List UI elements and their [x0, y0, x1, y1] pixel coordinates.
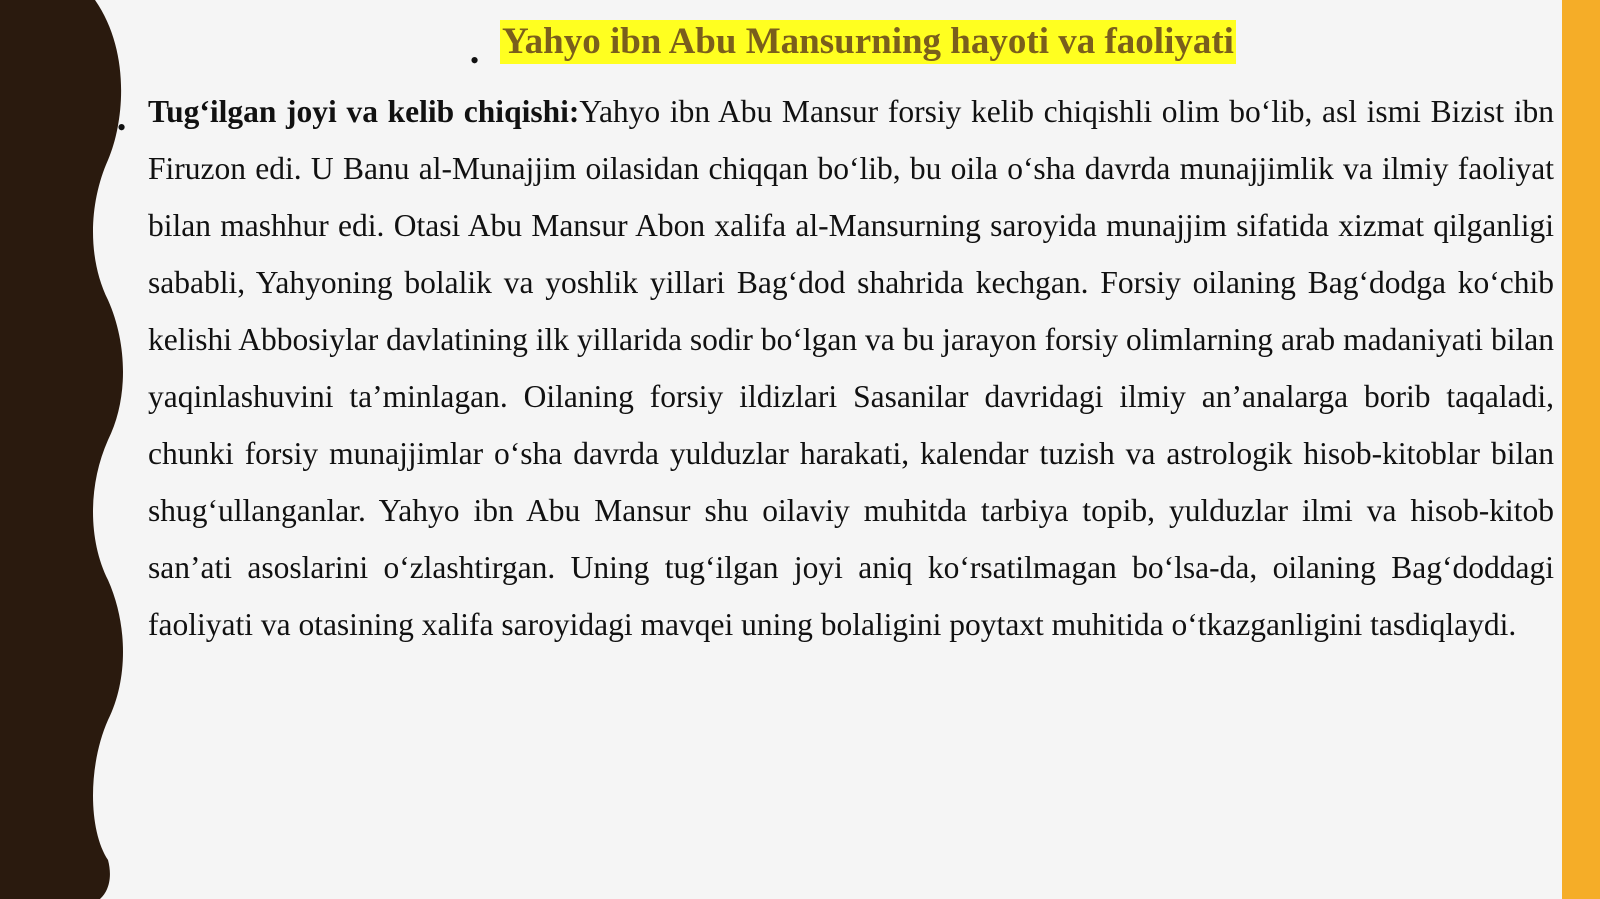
body-paragraph — [148, 83, 1554, 653]
title-bullet: • — [470, 46, 480, 75]
paragraph-lead: Tug‘ilgan joyi va kelib chiqishi: — [148, 94, 580, 129]
slide-title: Yahyo ibn Abu Mansurning hayoti va faoliyati — [502, 21, 1234, 62]
left-wave-decoration — [0, 0, 130, 899]
body-bullet: • — [117, 113, 127, 142]
paragraph-text: Yahyo ibn Abu Mansur forsiy kelib chiqishli olim bo‘lib, asl ismi Bizist ibn Firuzon edi. U Banu al-Munajjim oilasidan chiqqan bo‘lib, bu oila o‘sha davrda munajjimlik va ilmiy faoliyat bilan mashhur edi. Otasi Abu Mansur Abon xalifa al-Mansurning saroyida munajjim sifatida xizmat qilganligi sababli, Yahyoning bolalik va yoshlik yillari Bag‘dod shahrida kechgan. Forsiy oilaning Bag‘dodga ko‘chib kelishi Abbosiylar davlatining ilk yillarida sodir bo‘lgan va bu jarayon forsiy olimlarning arab madaniyati bilan yaqinlashuvini ta’minlagan. Oilaning forsiy ildizlari Sasanilar davridagi ilmiy an’analarga borib taqaladi, chunki forsiy munajjimlar o‘sha davrda yulduzlar harakati, kalendar tuzish va astrologik hisob-kitoblar bilan shug‘ullanganlar. Yahyo ibn Abu Mansur shu oilaviy muhitda tarbiya topib, yulduzlar ilmi va hisob-kitob san’ati asoslarini o‘zlashtirgan. Uning tug‘ilgan joyi aniq ko‘rsatilmagan bo‘lsa-da, oilaning Bag‘doddagi faoliyati va otasining xalifa saroyidagi mavqei uning bolaligini poytaxt muhitida o‘tkazganligini tasdiqlaydi. — [148, 94, 1554, 642]
right-accent-bar — [1562, 0, 1600, 899]
